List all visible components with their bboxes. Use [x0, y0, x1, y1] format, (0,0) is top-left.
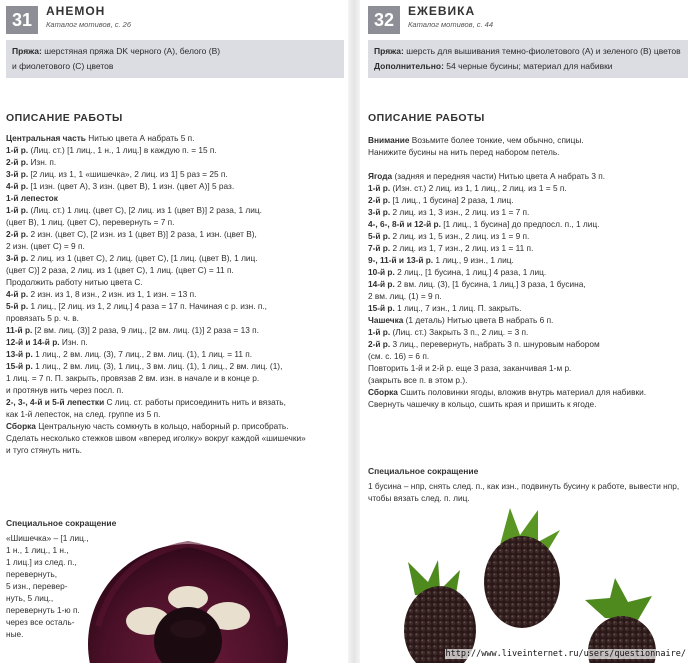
blackberry-photo [360, 500, 690, 663]
instruction-line: 2-, 3-, 4-й и 5-й лепестки С лиц. ст. работы присоединить нить и вязать, [6, 397, 286, 407]
instruction-line: Сборка Центральную часть сомкнуть в кольцо, наборный р. присобрать. [6, 421, 289, 431]
yarn-line: Пряжа: шерсть для вышивания темно-фиолетового (А) и зеленого (В) цветов [374, 46, 681, 56]
instruction-line: 2-й р. 3 лиц., перевернуть, набрать 3 п. шнуровым набором [368, 339, 600, 349]
instruction-line: через все осталь- [6, 617, 75, 627]
watermark-url: http://www.liveinternet.ru/users/questionnaire/ [445, 649, 686, 659]
instruction-line: Ягода (задняя и передняя части) Нитью цвета А набрать 3 п. [368, 171, 606, 181]
yarn-line: Пряжа: шерстяная пряжа DK черного (А), белого (В) [12, 46, 221, 56]
instruction-line: 1-й р. (Лиц. ст.) 1 лиц. (цвет С), [2 лиц. из 1 (цвет В)] 2 раза, 1 лиц. [6, 205, 262, 215]
yarn-line: и фиолетового (С) цветов [12, 61, 114, 71]
instruction-line: 3-й р. [2 лиц. из 1, 1 «шишечка», 2 лиц. из 1] 5 раз = 25 п. [6, 169, 228, 179]
instruction-line: ные. [6, 629, 24, 639]
instruction-line: чтобы вязать след. п. лиц. [368, 493, 470, 503]
instruction-line: 2 изн. (цвет С) = 9 п. [6, 241, 85, 251]
instruction-line: Центральная часть Нитью цвета А набрать 5 п. [6, 133, 195, 143]
instruction-line: 4-, 6-, 8-й и 12-й р. [1 лиц., 1 бусина] до предпосл. п., 1 лиц. [368, 219, 600, 229]
instruction-line: 4-й р. 2 изн. из 1, 8 изн., 2 изн. из 1, 1 изн. = 13 п. [6, 289, 197, 299]
instruction-line: 5-й р. 1 лиц., [2 лиц. из 1, 2 лиц.] 4 раза = 17 п. Начиная с р. изн. п., [6, 301, 267, 311]
instruction-line: 2-й р. 2 изн. (цвет С), [2 изн. из 1 (цвет В)] 2 раза, 1 изн. (цвет В), [6, 229, 257, 239]
instruction-line: 2 вм. лиц. (1) = 9 п. [368, 291, 442, 301]
instruction-line: и туго стянуть нить. [6, 445, 82, 455]
yarn-box [6, 40, 344, 78]
instruction-line: Внимание Возьмите более тонкие, чем обычно, спицы. [368, 135, 584, 145]
instruction-line: 1-й р. (Лиц. ст.) [1 лиц., 1 н., 1 лиц.] в каждую п. = 15 п. [6, 145, 217, 155]
instruction-line: Продолжить работу нитью цвета С. [6, 277, 143, 287]
instruction-line: 1 лиц. = 7 п. П. закрыть, провязав 2 вм. изн. в начале и в конце р. [6, 373, 260, 383]
instruction-line: перевернуть, [6, 569, 58, 579]
instruction-line: Чашечка (1 деталь) Нитью цвета В набрать 6 п. [368, 315, 554, 325]
instructions [6, 132, 306, 456]
instruction-line: 5 изн., перевер- [6, 581, 68, 591]
instruction-line: Свернуть чашечку в кольцо, сшить края и пришить к ягоде. [368, 399, 597, 409]
instructions [368, 134, 646, 410]
right-page [360, 0, 690, 663]
abbreviation-text [6, 532, 89, 640]
abbreviation-title: Специальное сокращение [6, 518, 117, 528]
instruction-line: 3-й р. 2 лиц. из 1, 3 изн., 2 лиц. из 1 = 7 п. [368, 207, 530, 217]
instruction-line: 15-й р. 1 лиц., 2 вм. лиц. (3), 1 лиц., 3 вм. лиц. (1), 1 лиц., 2 вм. лиц. (1), [6, 361, 283, 371]
instruction-line: (закрыть все п. в этом р.). [368, 375, 468, 385]
instruction-line [368, 158, 646, 170]
instruction-line: 2-й р. Изн. п. [6, 157, 57, 167]
pattern-title: ЕЖЕВИКА [408, 4, 476, 18]
instruction-line: 14-й р. 2 вм. лиц. (3), [1 бусина, 1 лиц.] 3 раза, 1 бусина, [368, 279, 586, 289]
instruction-line: 3-й р. 2 лиц. из 1 (цвет С), 2 лиц. (цвет С), [1 лиц. (цвет В), 1 лиц. [6, 253, 258, 263]
catalog-reference: Каталог мотивов, с. 26 [46, 20, 132, 29]
instruction-line: 1-й р. (Изн. ст.) 2 лиц. из 1, 1 лиц., 2 лиц. из 1 = 5 п. [368, 183, 567, 193]
yarn-box [368, 40, 688, 78]
instruction-line: Нанижите бусины на нить перед набором петель. [368, 147, 560, 157]
instruction-line: 13-й р. 1 лиц., 2 вм. лиц. (3), 7 лиц., 2 вм. лиц. (1), 1 лиц. = 11 п. [6, 349, 253, 359]
instruction-line: Сделать несколько стежков швом «вперед иголку» вокруг каждой «шишечки» [6, 433, 306, 443]
instruction-line: провязать 5 р. ч. в. [6, 313, 79, 323]
instruction-line: 1-й р. (Лиц. ст.) Закрыть 3 п., 2 лиц. = 3 п. [368, 327, 529, 337]
instruction-line: 1 н., 1 лиц., 1 н., [6, 545, 69, 555]
instruction-line: 5-й р. 2 лиц. из 1, 5 изн., 2 лиц. из 1 = 9 п. [368, 231, 530, 241]
instruction-line: 4-й р. [1 изн. (цвет А), 3 изн. (цвет В), 1 изн. (цвет А)] 5 раз. [6, 181, 235, 191]
instruction-line: 1-й лепесток [6, 193, 58, 203]
instruction-line: «Шишечка» – [1 лиц., [6, 533, 89, 543]
instruction-line: (см. с. 16) = 6 п. [368, 351, 430, 361]
instruction-line: как 1-й лепесток, на след. группе из 5 п. [6, 409, 161, 419]
instruction-line: 15-й р. 1 лиц., 7 изн., 1 лиц. П. закрыть. [368, 303, 522, 313]
instruction-line: перевернуть 1-ю п. [6, 605, 80, 615]
blackberry-motif [484, 508, 560, 628]
catalog-reference: Каталог мотивов, с. 44 [408, 20, 494, 29]
instruction-line: 12-й и 14-й р. Изн. п. [6, 337, 88, 347]
instruction-line: (цвет В), 1 лиц. (цвет С), перевернуть = 7 п. [6, 217, 175, 227]
section-title: ОПИСАНИЕ РАБОТЫ [6, 112, 123, 124]
instruction-line: 2-й р. [1 лиц., 1 бусина] 2 раза, 1 лиц. [368, 195, 514, 205]
instruction-line: 1 бусина – нпр, снять след. п., как изн., подвинуть бусину к работе, вывести нпр, [368, 481, 680, 491]
instruction-line: 9-, 11-й и 13-й р. 1 лиц., 9 изн., 1 лиц. [368, 255, 514, 265]
instruction-line: нуть, 5 лиц., [6, 593, 54, 603]
blackberry-motif [404, 560, 476, 663]
instruction-line: 11-й р. [2 вм. лиц. (3)] 2 раза, 9 лиц., [2 вм. лиц. (1)] 2 раза = 13 п. [6, 325, 259, 335]
abbreviation-title: Специальное сокращение [368, 466, 479, 476]
anemone-photo [88, 526, 348, 663]
yarn-line: Дополнительно: 54 черные бусины; материал для набивки [374, 61, 613, 71]
instruction-line: Повторить 1-й и 2-й р. еще 3 раза, заканчивая 1-м р. [368, 363, 572, 373]
instruction-line: 10-й р. 2 лиц., [1 бусина, 1 лиц.] 4 раза, 1 лиц. [368, 267, 547, 277]
instruction-line: 7-й р. 2 лиц. из 1, 7 изн., 2 лиц. из 1 = 11 п. [368, 243, 534, 253]
pattern-number-badge: 31 [6, 6, 38, 34]
instruction-line: (цвет С)] 2 раза, 2 лиц. из 1 (цвет С), 1 лиц. (цвет С) = 11 п. [6, 265, 234, 275]
pattern-title: АНЕМОН [46, 4, 106, 18]
pattern-number-badge: 32 [368, 6, 400, 34]
instruction-line: 1 лиц.] из след. п., [6, 557, 77, 567]
page-gutter [348, 0, 360, 663]
section-title: ОПИСАНИЕ РАБОТЫ [368, 112, 485, 124]
instruction-line: Сборка Сшить половинки ягоды, вложив внутрь материал для набивки. [368, 387, 647, 397]
instruction-line: и протянув нить через посл. п. [6, 385, 124, 395]
